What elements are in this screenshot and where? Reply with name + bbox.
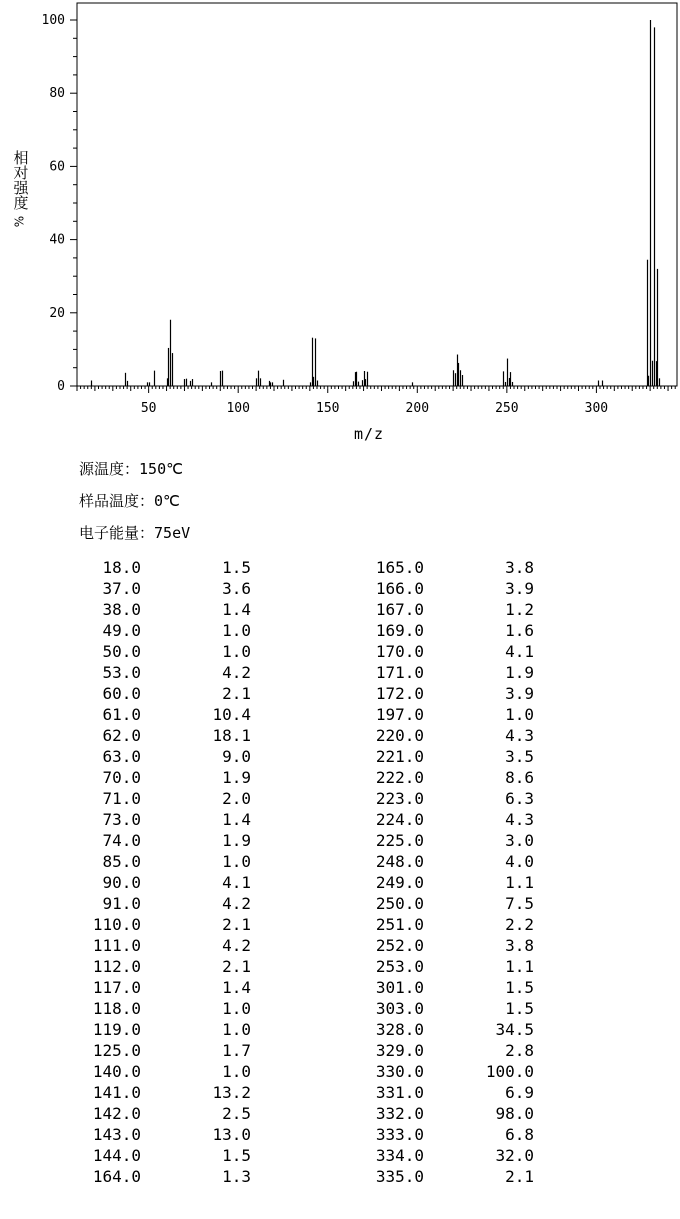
peak-abundance: 9.0 [222, 747, 251, 766]
peak-abundance: 3.8 [505, 936, 534, 955]
peak-row [363, 977, 534, 998]
peak-abundance: 2.5 [222, 1104, 251, 1123]
peak-abundance: 1.7 [222, 1041, 251, 1060]
peak-abundance: 2.1 [222, 957, 251, 976]
peak-row [80, 830, 251, 851]
peak-row [363, 662, 534, 683]
peak-abundance: 1.0 [222, 852, 251, 871]
peak-row [80, 746, 251, 767]
peak-abundance: 8.6 [505, 768, 534, 787]
peak-mz: 252.0 [375, 936, 424, 955]
condition-sample-temp: 样品温度：0℃ [79, 492, 180, 510]
peak-abundance: 1.9 [222, 768, 251, 787]
peak-row [363, 557, 534, 578]
peak-mz: 110.0 [92, 915, 141, 934]
peak-mz: 328.0 [375, 1020, 424, 1039]
y-tick-label: 40 [49, 232, 65, 248]
peak-mz: 251.0 [375, 915, 424, 934]
peak-row [363, 704, 534, 725]
peak-mz: 329.0 [375, 1041, 424, 1060]
mass-spectrum-chart [0, 0, 680, 420]
peak-row [80, 1082, 251, 1103]
y-tick-label: 60 [49, 159, 65, 175]
peak-row [80, 1103, 251, 1124]
peak-abundance: 1.0 [222, 1062, 251, 1081]
y-axis-label-text: 相对强度 [11, 150, 30, 210]
peak-row [363, 872, 534, 893]
peak-mz: 225.0 [375, 831, 424, 850]
peak-mz: 248.0 [375, 852, 424, 871]
peak-mz: 333.0 [375, 1125, 424, 1144]
peak-mz: 331.0 [375, 1083, 424, 1102]
peak-mz: 164.0 [92, 1167, 141, 1186]
condition-source-temp: 源温度：150℃ [79, 460, 183, 478]
peak-row [363, 893, 534, 914]
peak-abundance: 6.8 [505, 1125, 534, 1144]
peak-mz: 112.0 [92, 957, 141, 976]
peak-abundance: 1.1 [505, 873, 534, 892]
peak-mz: 62.0 [102, 726, 141, 745]
peak-abundance: 2.2 [505, 915, 534, 934]
peak-abundance: 1.2 [505, 600, 534, 619]
peak-mz: 330.0 [375, 1062, 424, 1081]
peak-row [80, 1019, 251, 1040]
peak-abundance: 4.3 [505, 810, 534, 829]
peak-abundance: 3.0 [505, 831, 534, 850]
peak-row [80, 767, 251, 788]
peak-mz: 221.0 [375, 747, 424, 766]
peak-row [363, 1061, 534, 1082]
peak-abundance: 2.8 [505, 1041, 534, 1060]
peak-row [363, 851, 534, 872]
peak-mz: 253.0 [375, 957, 424, 976]
peak-abundance: 2.1 [222, 684, 251, 703]
peak-mz: 53.0 [102, 663, 141, 682]
x-tick-label: 150 [316, 401, 340, 416]
peak-abundance: 3.9 [505, 579, 534, 598]
peak-row [363, 1019, 534, 1040]
peak-row [363, 1124, 534, 1145]
peak-row [80, 977, 251, 998]
peak-mz: 70.0 [102, 768, 141, 787]
peak-row [80, 557, 251, 578]
peak-mz: 90.0 [102, 873, 141, 892]
peak-row [363, 788, 534, 809]
peak-mz: 172.0 [375, 684, 424, 703]
peak-row [363, 725, 534, 746]
peak-mz: 144.0 [92, 1146, 141, 1165]
peak-row [363, 914, 534, 935]
peak-mz: 91.0 [102, 894, 141, 913]
peak-abundance: 1.5 [505, 999, 534, 1018]
peak-abundance: 6.9 [505, 1083, 534, 1102]
peak-abundance: 32.0 [495, 1146, 534, 1165]
peak-row [80, 935, 251, 956]
peak-mz: 142.0 [92, 1104, 141, 1123]
peak-mz: 63.0 [102, 747, 141, 766]
peak-mz: 250.0 [375, 894, 424, 913]
y-tick-label: 80 [49, 86, 65, 102]
peak-abundance: 13.2 [212, 1083, 251, 1102]
peak-row [80, 809, 251, 830]
peak-row [80, 1166, 251, 1187]
conditions-block [79, 458, 190, 554]
peak-mz: 38.0 [102, 600, 141, 619]
peak-row [80, 1124, 251, 1145]
peak-mz: 49.0 [102, 621, 141, 640]
peak-row [80, 578, 251, 599]
peak-mz: 119.0 [92, 1020, 141, 1039]
x-axis-label: m/z [354, 425, 385, 443]
peak-row [363, 683, 534, 704]
peak-row [80, 1061, 251, 1082]
peak-row [80, 641, 251, 662]
peak-row [363, 935, 534, 956]
peak-abundance: 1.3 [222, 1167, 251, 1186]
peak-row [363, 1145, 534, 1166]
peak-abundance: 10.4 [212, 705, 251, 724]
peak-mz: 171.0 [375, 663, 424, 682]
peak-row [80, 599, 251, 620]
peak-row [80, 893, 251, 914]
peak-mz: 60.0 [102, 684, 141, 703]
x-tick-label: 300 [584, 401, 609, 416]
peak-row [80, 620, 251, 641]
peak-row [363, 1166, 534, 1187]
peak-mz: 71.0 [102, 789, 141, 808]
peak-row [363, 1103, 534, 1124]
peak-row [363, 998, 534, 1019]
peak-mz: 249.0 [375, 873, 424, 892]
peak-mz: 220.0 [375, 726, 424, 745]
peak-row [363, 809, 534, 830]
peak-abundance: 4.1 [505, 642, 534, 661]
peak-abundance: 98.0 [495, 1104, 534, 1123]
peak-table-column-1 [80, 557, 251, 1187]
y-axis-unit: % [12, 215, 27, 228]
peak-row [363, 578, 534, 599]
y-tick-label: 100 [41, 13, 65, 28]
peak-mz: 165.0 [375, 558, 424, 577]
peak-mz: 224.0 [375, 810, 424, 829]
peak-row [80, 956, 251, 977]
peak-mz: 334.0 [375, 1146, 424, 1165]
peak-abundance: 4.2 [222, 894, 251, 913]
peak-row [363, 599, 534, 620]
peak-mz: 118.0 [92, 999, 141, 1018]
peak-row [363, 1040, 534, 1061]
x-tick-label: 250 [495, 401, 519, 416]
y-tick-label: 20 [49, 305, 65, 321]
peak-abundance: 34.5 [495, 1020, 534, 1039]
peak-mz: 117.0 [92, 978, 141, 997]
peak-abundance: 1.5 [222, 558, 251, 577]
peak-abundance: 4.2 [222, 663, 251, 682]
peak-mz: 50.0 [102, 642, 141, 661]
peak-mz: 303.0 [375, 999, 424, 1018]
peak-abundance: 13.0 [212, 1125, 251, 1144]
peak-abundance: 1.4 [222, 810, 251, 829]
peak-row [363, 767, 534, 788]
peak-abundance: 1.5 [222, 1146, 251, 1165]
peak-row [80, 914, 251, 935]
peak-row [80, 1040, 251, 1061]
peak-abundance: 1.0 [505, 705, 534, 724]
peak-abundance: 1.6 [505, 621, 534, 640]
peak-row [80, 998, 251, 1019]
peak-abundance: 1.9 [505, 663, 534, 682]
peak-row [363, 830, 534, 851]
peak-mz: 169.0 [375, 621, 424, 640]
peak-abundance: 3.5 [505, 747, 534, 766]
x-tick-label: 200 [405, 401, 430, 416]
peak-abundance: 3.6 [222, 579, 251, 598]
peak-mz: 85.0 [102, 852, 141, 871]
peak-abundance: 4.1 [222, 873, 251, 892]
peak-mz: 166.0 [375, 579, 424, 598]
peak-mz: 73.0 [102, 810, 141, 829]
peak-abundance: 1.0 [222, 621, 251, 640]
peak-abundance: 2.1 [222, 915, 251, 934]
peak-row [80, 662, 251, 683]
x-tick-label: 50 [140, 401, 157, 416]
peak-row [80, 851, 251, 872]
peak-mz: 74.0 [102, 831, 141, 850]
y-tick-label: 0 [57, 379, 65, 394]
peak-abundance: 3.9 [505, 684, 534, 703]
peak-abundance: 1.0 [222, 1020, 251, 1039]
x-tick-label: 100 [226, 401, 250, 416]
peak-abundance: 3.8 [505, 558, 534, 577]
peak-abundance: 4.2 [222, 936, 251, 955]
peak-mz: 222.0 [375, 768, 424, 787]
peak-abundance: 1.0 [222, 999, 251, 1018]
peak-row [363, 746, 534, 767]
peak-mz: 61.0 [102, 705, 141, 724]
peak-mz: 141.0 [92, 1083, 141, 1102]
peak-row [80, 683, 251, 704]
plot-frame [77, 3, 677, 386]
peak-abundance: 7.5 [505, 894, 534, 913]
peak-mz: 332.0 [375, 1104, 424, 1123]
peak-abundance: 2.1 [505, 1167, 534, 1186]
peak-mz: 301.0 [375, 978, 424, 997]
peak-table-column-2 [363, 557, 534, 1187]
peak-row [363, 956, 534, 977]
peak-mz: 125.0 [92, 1041, 141, 1060]
peak-abundance: 4.0 [505, 852, 534, 871]
peak-abundance: 1.9 [222, 831, 251, 850]
peak-row [363, 620, 534, 641]
peak-abundance: 1.4 [222, 600, 251, 619]
peak-mz: 140.0 [92, 1062, 141, 1081]
peak-abundance: 1.5 [505, 978, 534, 997]
peak-row [80, 704, 251, 725]
peak-row [80, 872, 251, 893]
peak-abundance: 2.0 [222, 789, 251, 808]
peak-abundance: 4.3 [505, 726, 534, 745]
peak-abundance: 1.1 [505, 957, 534, 976]
peak-row [80, 725, 251, 746]
peak-mz: 167.0 [375, 600, 424, 619]
peak-row [363, 641, 534, 662]
peak-mz: 335.0 [375, 1167, 424, 1186]
peak-abundance: 18.1 [212, 726, 251, 745]
peak-mz: 223.0 [375, 789, 424, 808]
peak-abundance: 100.0 [485, 1062, 534, 1081]
peak-abundance: 1.0 [222, 642, 251, 661]
y-axis-label [10, 150, 30, 231]
peak-abundance: 1.4 [222, 978, 251, 997]
peak-mz: 170.0 [375, 642, 424, 661]
peak-row [363, 1082, 534, 1103]
peak-mz: 18.0 [102, 558, 141, 577]
peak-mz: 37.0 [102, 579, 141, 598]
peak-mz: 111.0 [92, 936, 141, 955]
peak-row [80, 1145, 251, 1166]
condition-electron-energy: 电子能量：75eV [79, 524, 191, 542]
peak-mz: 143.0 [92, 1125, 141, 1144]
peak-mz: 197.0 [375, 705, 424, 724]
peak-abundance: 6.3 [505, 789, 534, 808]
peak-row [80, 788, 251, 809]
